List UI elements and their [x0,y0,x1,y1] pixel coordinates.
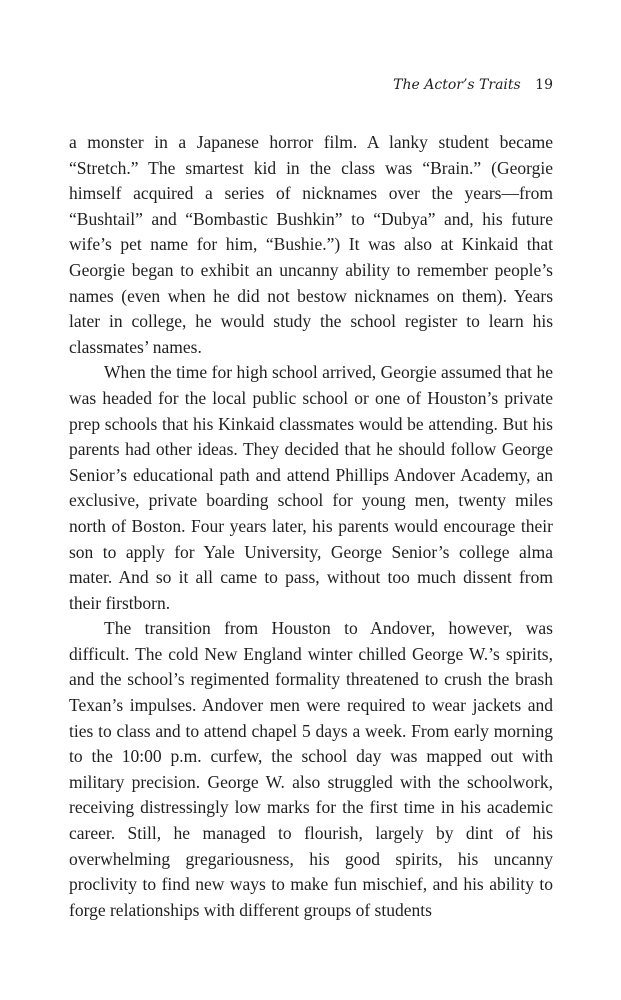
paragraph: The transition from Houston to Andover, however, was difficult. The cold New England winter chilled George W.’s spirits, and the school’s regimented formality threatened to crush the brash Texan’s impulses. Andover men were required to wear jackets and ties to class and to attend chapel 5 days a week. From early morning to the 10:00 p.m. curfew, the school day was mapped out with military precision. George W. also struggled with the schoolwork, receiving distressingly low marks for the first time in his academic career. Still, he managed to flourish, largely by dint of his overwhelming gregariousness, his good spirits, his uncanny proclivity to find new ways to make fun mischief, and his ability to forge relationships with different groups of students [69,618,553,920]
body-text [69,130,553,923]
running-head [393,76,553,94]
paragraph: When the time for high school arrived, Georgie assumed that he was headed for the local public school or one of Houston’s private prep schools that his Kinkaid classmates would be attending. But his parents had other ideas. They decided that he should follow George Senior’s educational path and attend Phillips Andover Academy, an exclusive, private boarding school for young men, twenty miles north of Boston. Four years later, his parents would encourage their son to apply for Yale University, George Senior’s college alma mater. And so it all came to pass, without too much dissent from their firstborn. [69,362,553,613]
running-title: The Actor’s Traits [393,77,521,93]
paragraph: a monster in a Japanese horror film. A lanky student became “Stretch.” The smartest kid in the class was “Brain.” (Georgie himself acquired a series of nicknames over the years—from “Bushtail” and “Bombastic Bushkin” to “Dubya” and, his future wife’s pet name for him, “Bushie.”) It was also at Kinkaid that Georgie began to exhibit an uncanny ability to remember people’s names (even when he did not bestow nicknames on them). Years later in college, he would study the school register to learn his classmates’ names. [69,132,553,357]
page-number: 19 [535,77,553,93]
